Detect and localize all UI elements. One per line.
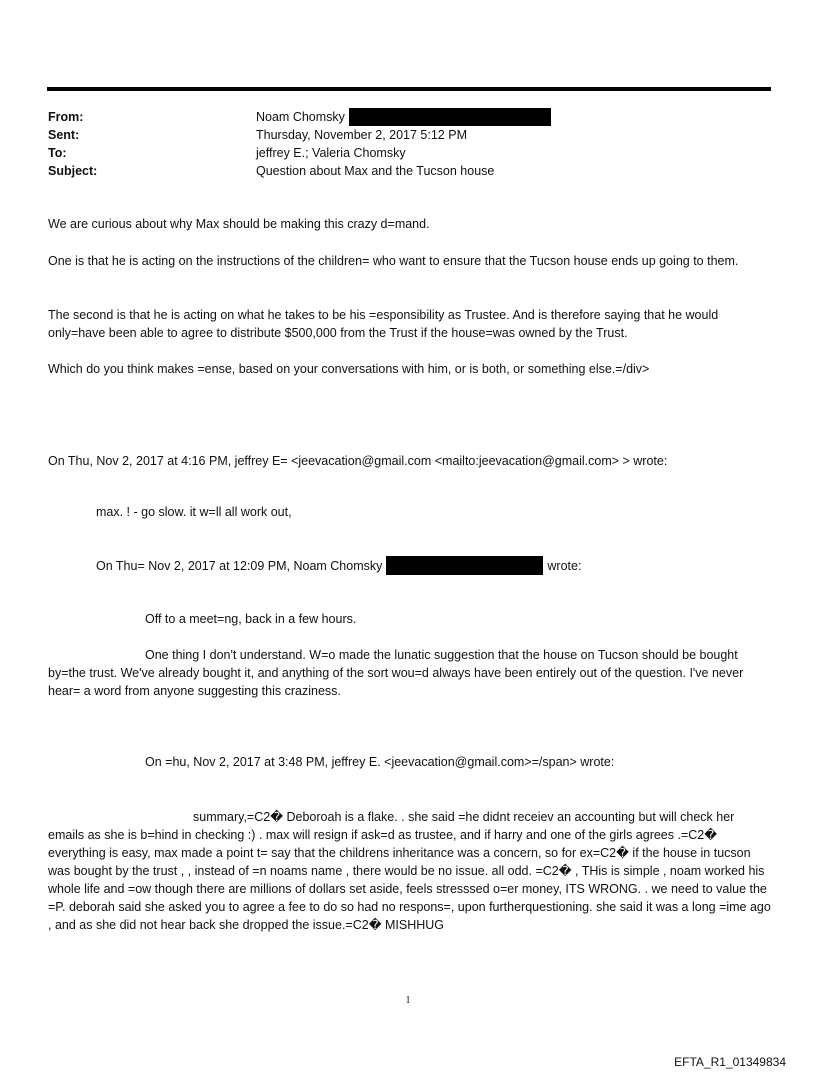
subject-row <box>48 162 768 180</box>
sent-label: Sent: <box>48 128 80 142</box>
redaction-bar <box>386 556 543 575</box>
page-number: 1 <box>405 995 411 1006</box>
quote2-header-sender: On Thu= Nov 2, 2017 at 12:09 PM, Noam Chomsky <box>96 558 383 573</box>
email-header <box>48 108 768 180</box>
from-label: From: <box>48 110 84 124</box>
quote3-paragraph: summary,=C2� Deboroah is a flake. . she said =he didnt receiev an accounting but will check her emails as she is b=hind in checking :) . max will resign if ask=d as trustee, and if harry and one of the girls agrees .=C2� everything is easy, max made a point t= say that the childrens inheritance was a concern, so for ex=C2� if the house in tucson was bought by the trust , , instead of =n noams name , there would be no issue. all odd. =C2� , THis is simple , noam worked his whole life and =ow though there are millions of dollars set aside, feels stresssed o=er money, ITS WRONG. . we need to value the =P. deborah said she asked you to agree a fee to do so had no respons=, upon furtherquestioning. she said it was a long =ime ago , and as she did not hear back she dropped the issue.=C2� MISHHUG <box>48 810 771 932</box>
sent-row <box>48 126 768 144</box>
document-id: EFTA_R1_01349834 <box>674 1055 786 1069</box>
subject-value: Question about Max and the Tucson house <box>256 164 495 178</box>
quote2-paragraph: One thing I don't understand. W=o made the lunatic suggestion that the house on Tucson should be bought by=the trust. We've already bought it, and anything of the sort wou=d always have been entirely out of the question. I've never hear= a word from anyone suggesting this craziness. <box>48 648 744 698</box>
redaction-bar <box>349 108 551 126</box>
body-paragraph-1: We are curious about why Max should be making this crazy d=mand. <box>48 217 430 231</box>
sent-value: Thursday, November 2, 2017 5:12 PM <box>256 128 467 142</box>
to-label: To: <box>48 146 67 160</box>
body-paragraph-3: The second is that he is acting on what he takes to be his =esponsibility as Trustee. And is therefore saying that he would only=have been able to agree to distribute $500,000 from the Trust if the house=was owned by the Trust. <box>48 308 719 340</box>
header-divider <box>47 87 771 91</box>
from-value: Noam Chomsky <box>256 110 345 124</box>
to-row <box>48 144 768 162</box>
quote2-header <box>96 556 581 575</box>
quote1-header: On Thu, Nov 2, 2017 at 4:16 PM, jeffrey E= <jeevacation@gmail.com <mailto:jeevacation@gmail.com> > wrote: <box>48 454 668 468</box>
quote2-line: Off to a meet=ng, back in a few hours. <box>145 612 357 626</box>
subject-label: Subject: <box>48 164 98 178</box>
quote2-header-wrote: wrote: <box>547 558 582 573</box>
quote1-text: max. ! - go slow. it w=ll all work out, <box>96 505 292 519</box>
from-row <box>48 108 768 126</box>
quote3-header: On =hu, Nov 2, 2017 at 3:48 PM, jeffrey E. <jeevacation@gmail.com>=/span> wrote: <box>145 755 615 769</box>
body-paragraph-4: Which do you think makes =ense, based on your conversations with him, or is both, or something else.=/div> <box>48 362 650 376</box>
to-value: jeffrey E.; Valeria Chomsky <box>256 146 406 160</box>
body-paragraph-2: One is that he is acting on the instructions of the children= who want to ensure that the Tucson house ends up going to them. <box>48 254 739 268</box>
